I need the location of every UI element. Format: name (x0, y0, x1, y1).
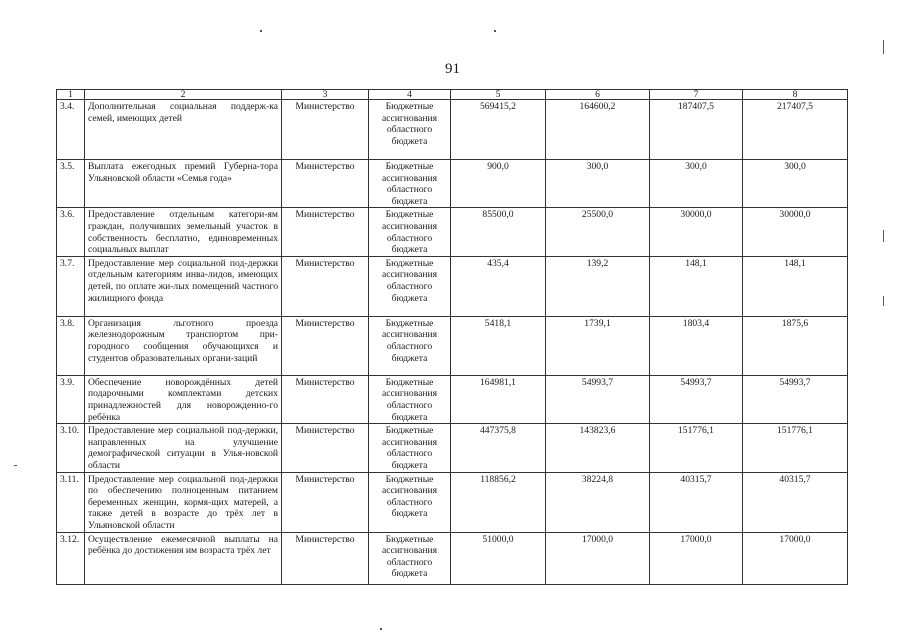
value-year-2: 40315,7 (650, 472, 743, 532)
executor-cell: Министерство (282, 208, 369, 256)
table-row (57, 532, 848, 584)
column-header: 7 (650, 90, 743, 100)
executor-cell: Министерство (282, 100, 369, 160)
table-row (57, 472, 848, 532)
scan-mark (260, 30, 262, 32)
activity-name: Предоставление мер социальной под-держки, направленных на улучшение демографической ситуации в Улья-новской области (85, 424, 282, 472)
funding-source-cell: Бюджетные ассигнования областного бюджета (369, 256, 451, 316)
scan-mark (883, 230, 884, 242)
value-year-2: 54993,7 (650, 375, 743, 423)
row-number: 3.7. (57, 256, 85, 316)
activity-name: Предоставление мер социальной под-держки по обеспечению полноценным питанием беременных женщин, кормя-щих матерей, а также детей в возрасте до трёх лет в Ульяновской области (85, 472, 282, 532)
value-year-1: 300,0 (546, 160, 650, 208)
value-total: 569415,2 (451, 100, 546, 160)
column-header: 8 (743, 90, 848, 100)
executor-cell: Министерство (282, 472, 369, 532)
value-total: 900,0 (451, 160, 546, 208)
funding-source-cell: Бюджетные ассигнования областного бюджета (369, 532, 451, 584)
page-number: 91 (445, 61, 460, 77)
value-total: 5418,1 (451, 316, 546, 375)
table-row (57, 160, 848, 208)
value-year-2: 151776,1 (650, 424, 743, 472)
value-year-1: 17000,0 (546, 532, 650, 584)
value-total: 51000,0 (451, 532, 546, 584)
funding-source-cell: Бюджетные ассигнования областного бюджета (369, 208, 451, 256)
executor-cell: Министерство (282, 375, 369, 423)
scan-mark (883, 40, 884, 54)
table-row (57, 208, 848, 256)
value-year-2: 1803,4 (650, 316, 743, 375)
activity-name: Осуществление ежемесячной выплаты на ребёнка до достижения им возраста трёх лет (85, 532, 282, 584)
table-row (57, 375, 848, 423)
column-header: 5 (451, 90, 546, 100)
value-year-3: 40315,7 (743, 472, 848, 532)
funding-source-cell: Бюджетные ассигнования областного бюджета (369, 424, 451, 472)
executor-cell: Министерство (282, 424, 369, 472)
value-year-3: 300,0 (743, 160, 848, 208)
program-table (56, 89, 848, 585)
funding-source-cell: Бюджетные ассигнования областного бюджета (369, 472, 451, 532)
value-year-3: 151776,1 (743, 424, 848, 472)
executor-cell: Министерство (282, 532, 369, 584)
value-year-2: 148,1 (650, 256, 743, 316)
activity-name: Дополнительная социальная поддерж-ка семей, имеющих детей (85, 100, 282, 160)
value-year-3: 217407,5 (743, 100, 848, 160)
value-year-1: 38224,8 (546, 472, 650, 532)
value-year-1: 143823,6 (546, 424, 650, 472)
row-number: 3.6. (57, 208, 85, 256)
funding-source-cell: Бюджетные ассигнования областного бюджета (369, 316, 451, 375)
funding-source-cell: Бюджетные ассигнования областного бюджета (369, 100, 451, 160)
value-total: 85500,0 (451, 208, 546, 256)
value-year-1: 25500,0 (546, 208, 650, 256)
value-year-2: 30000,0 (650, 208, 743, 256)
value-year-3: 1875,6 (743, 316, 848, 375)
value-total: 435,4 (451, 256, 546, 316)
value-total: 164981,1 (451, 375, 546, 423)
table-row (57, 256, 848, 316)
value-total: 118856,2 (451, 472, 546, 532)
row-number: 3.8. (57, 316, 85, 375)
value-year-3: 148,1 (743, 256, 848, 316)
executor-cell: Министерство (282, 160, 369, 208)
activity-name: Организация льготного проезда железнодорожным транспортом при-городного сообщения обучающихся и студентов образовательных органи-заций (85, 316, 282, 375)
scan-mark (380, 628, 382, 630)
row-number: 3.11. (57, 472, 85, 532)
table-row (57, 424, 848, 472)
value-year-2: 187407,5 (650, 100, 743, 160)
table-row (57, 316, 848, 375)
row-number: 3.12. (57, 532, 85, 584)
scan-mark (883, 296, 884, 306)
value-year-3: 54993,7 (743, 375, 848, 423)
value-total: 447375,8 (451, 424, 546, 472)
scan-mark (14, 465, 17, 466)
executor-cell: Министерство (282, 256, 369, 316)
table-row (57, 100, 848, 160)
value-year-1: 54993,7 (546, 375, 650, 423)
activity-name: Предоставление мер социальной под-держки отдельным категориям инва-лидов, имеющих детей, по оплате жи-лых помещений частного жилищного фонда (85, 256, 282, 316)
activity-name: Обеспечение новорождённых детей подарочными комплектами детских принадлежностей для новорожденно-го ребёнка (85, 375, 282, 423)
column-header: 6 (546, 90, 650, 100)
activity-name: Выплата ежегодных премий Губерна-тора Ульяновской области «Семья года» (85, 160, 282, 208)
funding-source-cell: Бюджетные ассигнования областного бюджета (369, 375, 451, 423)
executor-cell: Министерство (282, 316, 369, 375)
row-number: 3.5. (57, 160, 85, 208)
funding-source-cell: Бюджетные ассигнования областного бюджета (369, 160, 451, 208)
value-year-2: 17000,0 (650, 532, 743, 584)
column-header: 1 (57, 90, 85, 100)
activity-name: Предоставление отдельным категори-ям граждан, получивших земельный участок в собственность бесплатно, единовременных социальных выплат (85, 208, 282, 256)
column-header: 4 (369, 90, 451, 100)
value-year-2: 300,0 (650, 160, 743, 208)
column-header: 3 (282, 90, 369, 100)
header-row (57, 90, 848, 100)
value-year-3: 30000,0 (743, 208, 848, 256)
value-year-1: 1739,1 (546, 316, 650, 375)
scan-mark (494, 30, 496, 32)
value-year-1: 139,2 (546, 256, 650, 316)
row-number: 3.4. (57, 100, 85, 160)
row-number: 3.9. (57, 375, 85, 423)
value-year-1: 164600,2 (546, 100, 650, 160)
row-number: 3.10. (57, 424, 85, 472)
column-header: 2 (85, 90, 282, 100)
value-year-3: 17000,0 (743, 532, 848, 584)
